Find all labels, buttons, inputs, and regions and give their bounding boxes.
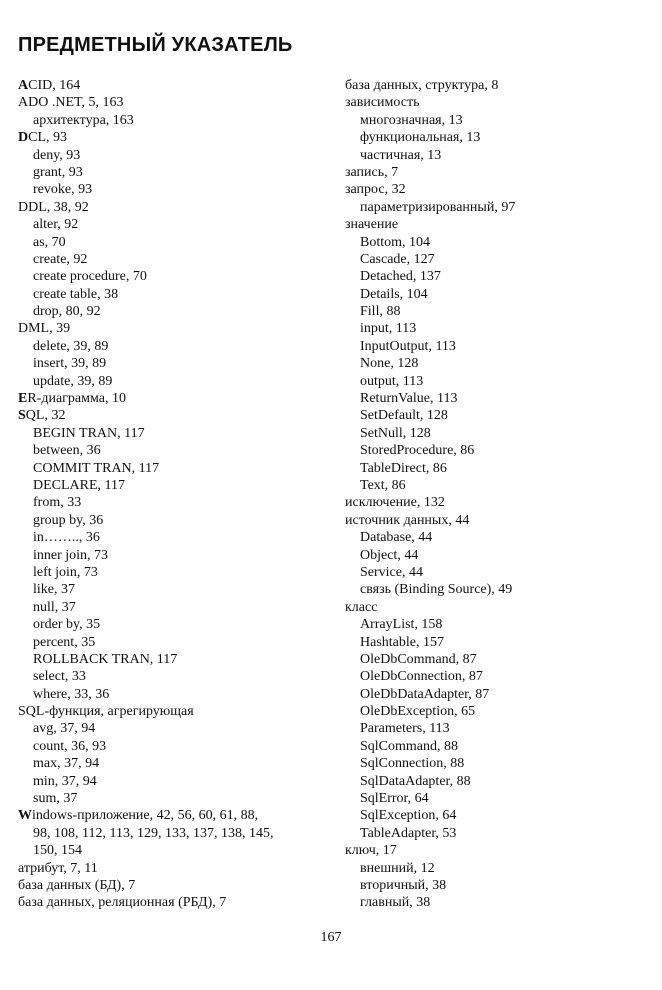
index-entry-text: SqlConnection, 88 [360,756,465,772]
index-subentry [345,547,662,564]
index-entry [18,94,338,111]
index-entry-text: CL, 93 [28,130,68,146]
index-entry-text: group by, 36 [33,512,104,528]
index-entry [18,860,338,877]
index-entry-text: OleDbCommand, 87 [360,651,477,667]
index-entry-text: Fill, 88 [360,304,401,320]
index-entry-initial: S [18,408,26,424]
index-entry-text: between, 36 [33,443,101,459]
index-entry-text: QL, 32 [25,408,66,424]
index-subentry [18,790,338,807]
index-subentry [18,738,338,755]
index-subentry [345,825,662,842]
index-entry-text: ReturnValue, 113 [360,391,458,407]
index-entry-text: count, 36, 93 [33,738,107,754]
index-entry [345,494,662,511]
index-subentry [345,268,662,285]
index-entry-text: min, 37, 94 [33,773,97,789]
index-entry [345,94,662,111]
index-subentry [345,373,662,390]
index-entry-text: частичная, 13 [360,147,442,163]
index-entry-text: deny, 93 [33,147,81,163]
index-subentry [345,790,662,807]
index-entry-text: связь (Binding Source), 49 [360,582,513,598]
index-entry-text: Detached, 137 [360,269,441,285]
index-entry-initial: D [18,130,29,146]
index-entry-text: where, 33, 36 [33,686,110,702]
index-entry-text: SetNull, 128 [360,425,431,441]
index-subentry [18,634,338,651]
index-subentry [345,581,662,598]
index-entry-text: left join, 73 [33,564,98,580]
index-subentry [18,564,338,581]
index-entry-text: многозначная, 13 [360,112,463,128]
index-subentry [18,773,338,790]
index-subentry [18,355,338,372]
index-subentry [18,425,338,442]
index-entry-text: COMMIT TRAN, 117 [33,460,160,476]
index-entry-text: запись, 7 [345,164,399,180]
index-subentry [345,425,662,442]
index-entry-text: like, 37 [33,582,75,598]
index-entry-text: SetDefault, 128 [360,408,448,424]
index-entry [345,164,662,181]
index-subentry [345,529,662,546]
index-subentry [18,529,338,546]
index-subentry [345,703,662,720]
index-entry-text: SQL-функция, агрегирующая [18,704,194,720]
index-entry-text: 150, 154 [33,843,82,859]
index-entry-text: input, 113 [360,321,417,337]
index-subentry [345,616,662,633]
index-entry-text: ключ, 17 [345,843,397,859]
index-entry-text: sum, 37 [33,791,78,807]
index-entry-text: SqlException, 64 [360,808,457,824]
index-subentry [18,512,338,529]
index-column-right [345,77,662,912]
index-subentry [18,755,338,772]
index-entry-text: зависимость [345,95,420,111]
index-subentry [18,651,338,668]
index-subentry [345,442,662,459]
index-entry-initial: W [18,808,32,824]
index-subentry [345,477,662,494]
index-entry-text: SqlError, 64 [360,791,429,807]
index-subentry [345,286,662,303]
index-entry-text: значение [345,217,399,233]
index-subentry [18,442,338,459]
index-subentry [18,251,338,268]
index-subentry [345,338,662,355]
index-subentry [345,720,662,737]
index-subentry [18,373,338,390]
index-entry-text: источник данных, 44 [345,512,470,528]
index-entry-text: as, 70 [33,234,66,250]
index-entry-text: исключение, 132 [345,495,445,511]
index-entry [345,216,662,233]
index-entry-continuation [18,842,338,859]
index-subentry [345,303,662,320]
index-entry-text: R-диаграмма, 10 [27,391,126,407]
index-entry [345,599,662,616]
index-entry [18,807,338,824]
index-entry-text: inner join, 73 [33,547,109,563]
index-entry-text: create procedure, 70 [33,269,147,285]
index-subentry [345,129,662,146]
index-subentry [345,251,662,268]
index-subentry [18,303,338,320]
index-subentry [18,547,338,564]
index-entry-text: SqlDataAdapter, 88 [360,773,471,789]
index-entry-text: DML, 39 [18,321,71,337]
index-subentry [345,234,662,251]
index-entry [18,894,338,911]
index-entry-text: InputOutput, 113 [360,338,456,354]
index-entry-text: архитектура, 163 [33,112,134,128]
index-entry-text: output, 113 [360,373,424,389]
index-entry [18,320,338,337]
index-subentry [345,460,662,477]
index-entry-text: from, 33 [33,495,82,511]
index-subentry [18,164,338,181]
index-entry-text: 98, 108, 112, 113, 129, 133, 137, 138, 145, [33,825,274,841]
index-subentry [345,634,662,651]
index-entry-text: update, 39, 89 [33,373,113,389]
index-entry-text: avg, 37, 94 [33,721,96,737]
index-entry-text: параметризированный, 97 [360,199,516,215]
index-entry-text: Details, 104 [360,286,428,302]
index-subentry [18,216,338,233]
index-subentry [18,460,338,477]
index-subentry [18,234,338,251]
index-subentry [345,390,662,407]
index-entry-text: CID, 164 [28,78,81,93]
index-subentry [345,651,662,668]
index-subentry [345,773,662,790]
index-entry-text: null, 37 [33,599,76,615]
index-entry-text: функциональная, 13 [360,130,481,146]
index-subentry [18,581,338,598]
index-entry-text: Object, 44 [360,547,419,563]
index-entry [18,199,338,216]
index-subentry [18,686,338,703]
index-entry-text: запрос, 32 [345,182,406,198]
index-subentry [345,199,662,216]
index-subentry [345,668,662,685]
index-subentry [345,738,662,755]
index-subentry [345,407,662,424]
index-subentry [18,286,338,303]
index-entry-text: класс [345,599,378,615]
page-number: 167 [320,930,342,945]
index-entry-text: None, 128 [360,356,419,372]
index-entry-text: create table, 38 [33,286,119,302]
index-entry [18,77,338,94]
index-entry-text: ArrayList, 158 [360,617,443,633]
index-subentry [18,494,338,511]
index-subentry [345,755,662,772]
index-entry-text: select, 33 [33,669,86,685]
index-entry [18,129,338,146]
index-entry-text: alter, 92 [33,217,79,233]
index-entry [18,877,338,894]
index-entry-initial: A [18,78,29,93]
index-entry-text: insert, 39, 89 [33,356,107,372]
index-subentry [18,668,338,685]
index-entry [18,390,338,407]
index-entry-text: OleDbException, 65 [360,704,476,720]
index-entry-text: ADO .NET, 5, 163 [18,95,124,111]
index-entry-text: percent, 35 [33,634,96,650]
index-entry-text: OleDbDataAdapter, 87 [360,686,490,702]
index-entry-text: вторичный, 38 [360,877,447,893]
index-subentry [345,147,662,164]
index-entry-text: Bottom, 104 [360,234,431,250]
index-entry-text: Cascade, 127 [360,251,435,267]
index-entry-continuation [18,825,338,842]
index-column-left [18,77,338,912]
index-entry-text: TableDirect, 86 [360,460,447,476]
index-entry-text: атрибут, 7, 11 [18,860,98,876]
index-entry-text: order by, 35 [33,617,101,633]
index-subentry [18,268,338,285]
index-entry-text: Service, 44 [360,564,423,580]
index-entry [345,77,662,94]
index-subentry [345,860,662,877]
index-subentry [345,807,662,824]
index-entry-text: Text, 86 [360,477,406,493]
index-entry-text: BEGIN TRAN, 117 [33,425,145,441]
index-entry [18,407,338,424]
index-entry [345,512,662,529]
index-entry [18,703,338,720]
index-entry-text: Database, 44 [360,530,433,546]
index-entry-text: revoke, 93 [33,182,93,198]
index-subentry [18,112,338,129]
index-subentry [18,599,338,616]
index-entry [345,842,662,859]
index-subentry [18,477,338,494]
index-entry-text: база данных (БД), 7 [18,877,136,893]
index-entry-text: max, 37, 94 [33,756,100,772]
index-entry-text: внешний, 12 [360,860,435,876]
index-subentry [345,564,662,581]
index-entry-text: SqlCommand, 88 [360,738,459,754]
index-entry-text: grant, 93 [33,164,83,180]
index-entry-text: in…….., 36 [33,530,100,546]
index-entry [345,181,662,198]
index-subentry [345,112,662,129]
index-entry-text: Hashtable, 157 [360,634,444,650]
index-entry-text: create, 92 [33,251,88,267]
index-subentry [18,720,338,737]
index-entry-text: DDL, 38, 92 [18,199,89,215]
index-entry-text: drop, 80, 92 [33,304,101,320]
index-entry-text: delete, 39, 89 [33,338,109,354]
index-entry-text: главный, 38 [360,895,431,911]
index-subentry [18,616,338,633]
index-subentry [18,147,338,164]
page-title: ПРЕДМЕТНЫЙ УКАЗАТЕЛЬ [18,34,293,56]
index-subentry [345,320,662,337]
index-entry-text: Parameters, 113 [360,721,450,737]
index-subentry [18,338,338,355]
index-entry-text: база данных, структура, 8 [345,78,499,93]
index-entry-text: база данных, реляционная (РБД), 7 [18,895,227,911]
index-subentry [345,686,662,703]
index-entry-initial: E [18,391,28,407]
index-entry-text: TableAdapter, 53 [360,825,457,841]
index-entry-text: OleDbConnection, 87 [360,669,483,685]
index-entry-text: StoredProcedure, 86 [360,443,475,459]
index-entry-text: indows-приложение, 42, 56, 60, 61, 88, [32,808,259,824]
index-subentry [18,181,338,198]
index-subentry [345,355,662,372]
index-subentry [345,877,662,894]
index-entry-text: ROLLBACK TRAN, 117 [33,651,178,667]
index-subentry [345,894,662,911]
index-entry-text: DECLARE, 117 [33,477,126,493]
